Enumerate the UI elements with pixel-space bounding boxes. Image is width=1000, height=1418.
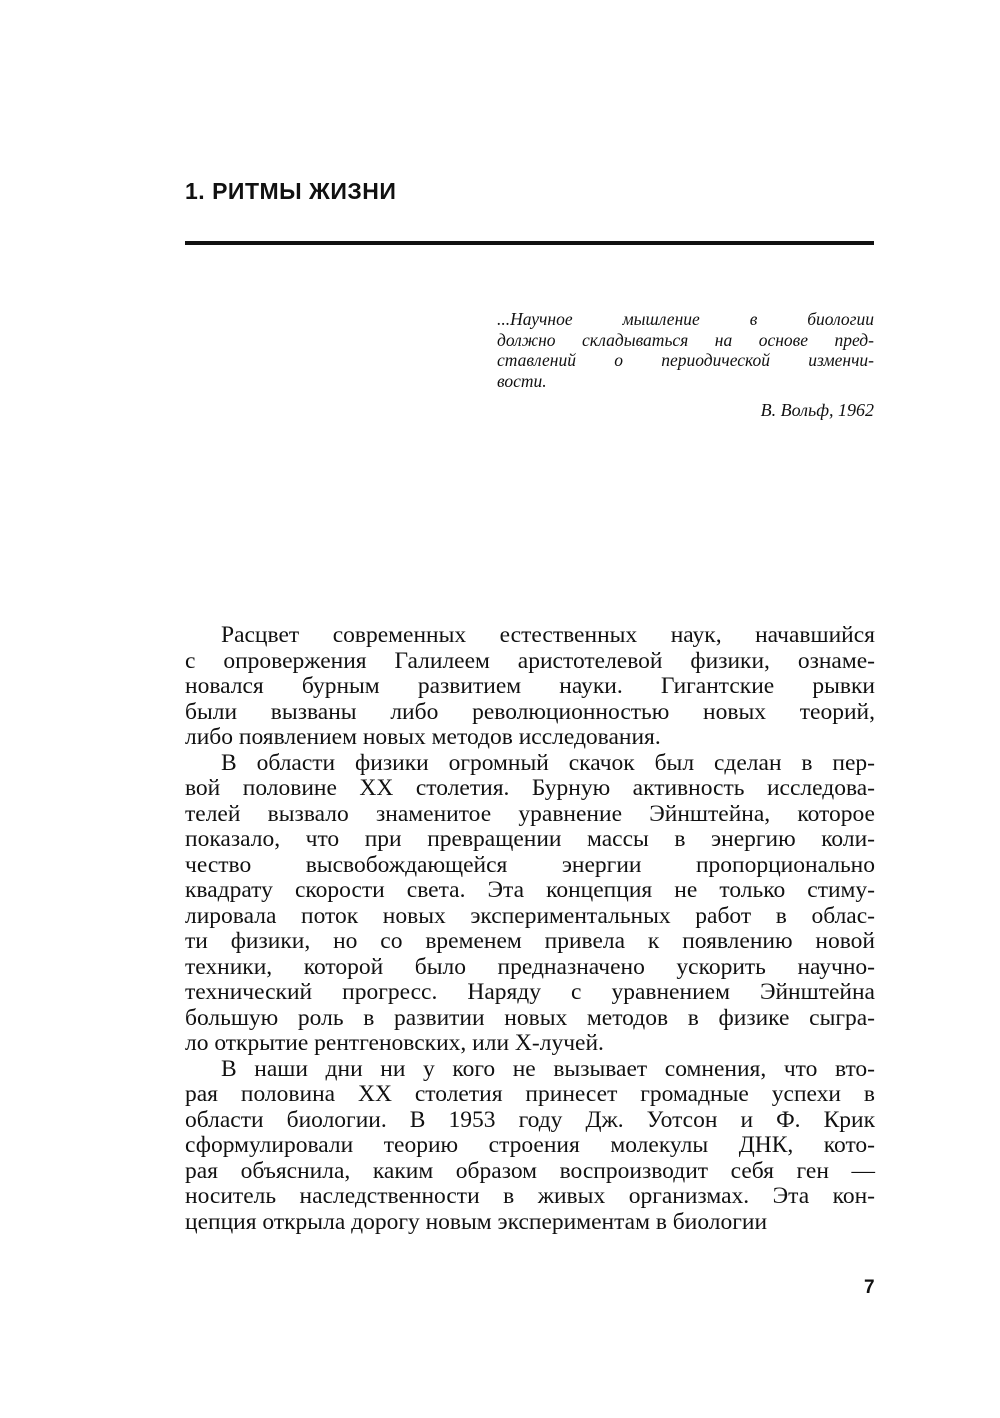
body-line: с опровержения Галилеем аристотелевой физики, ознаме- bbox=[185, 647, 875, 674]
body-line: рая половина XX столетия принесет громадные успехи в bbox=[185, 1081, 875, 1107]
epigraph-attribution: В. Вольф, 1962 bbox=[760, 400, 874, 420]
epigraph-line: ставлений о периодической изменчи- bbox=[497, 350, 874, 370]
body-line: сформулировали теорию строения молекулы ДНК, кото- bbox=[185, 1132, 875, 1158]
body-line: либо появлением новых методов исследования. bbox=[185, 724, 661, 750]
chapter-title: 1. РИТМЫ ЖИЗНИ bbox=[185, 178, 397, 204]
body-line: вой половине XX столетия. Бурную активность исследова- bbox=[185, 775, 875, 801]
epigraph-line: вости. bbox=[497, 370, 547, 391]
body-line: области биологии. В 1953 году Дж. Уотсон и Ф. Крик bbox=[185, 1106, 875, 1133]
body-line: носитель наследственности в живых организмах. Эта кон- bbox=[185, 1183, 875, 1209]
body-line: показало, что при превращении массы в энергию коли- bbox=[185, 826, 875, 852]
body-line: техники, которой было предназначено ускорить научно- bbox=[185, 953, 875, 980]
body-line: лировала поток новых экспериментальных работ в облас- bbox=[185, 902, 875, 929]
epigraph-line: ...Научное мышление в биологии bbox=[497, 309, 874, 329]
body-line: ти физики, но со временем привела к появлению новой bbox=[185, 928, 875, 954]
body-line: В области физики огромный скачок был сделан в пер- bbox=[221, 749, 875, 776]
body-line: большую роль в развитии новых методов в физике сыгра- bbox=[185, 1004, 875, 1031]
body-line: были вызваны либо революционностью новых теорий, bbox=[185, 698, 875, 725]
body-line: чество высвобождающейся энергии пропорционально bbox=[185, 851, 875, 878]
body-line: технический прогресс. Наряду с уравнением Эйнштейна bbox=[185, 979, 875, 1005]
body-line: В наши дни ни у кого не вызывает сомнения, что вто- bbox=[221, 1055, 875, 1082]
body-line: телей вызвало знаменитое уравнение Эйнштейна, которое bbox=[185, 800, 875, 827]
body-line: квадрату скорости света. Эта концепция не только стиму- bbox=[185, 877, 875, 903]
title-divider bbox=[185, 241, 874, 245]
epigraph-line: должно складываться на основе пред- bbox=[497, 329, 874, 350]
epigraph bbox=[497, 309, 874, 391]
body-line: ло открытие рентгеновских, или Х-лучей. bbox=[185, 1030, 604, 1056]
body-line: рая объяснила, каким образом воспроизводит себя ген — bbox=[185, 1157, 875, 1184]
page-number: 7 bbox=[864, 1277, 875, 1298]
body-line: новался бурным развитием науки. Гигантские рывки bbox=[185, 673, 875, 699]
body-line: цепция открыла дорогу новым экспериментам в биологии bbox=[185, 1208, 768, 1235]
body-text bbox=[185, 623, 875, 1235]
body-line: Расцвет современных естественных наук, начавшийся bbox=[221, 622, 875, 648]
